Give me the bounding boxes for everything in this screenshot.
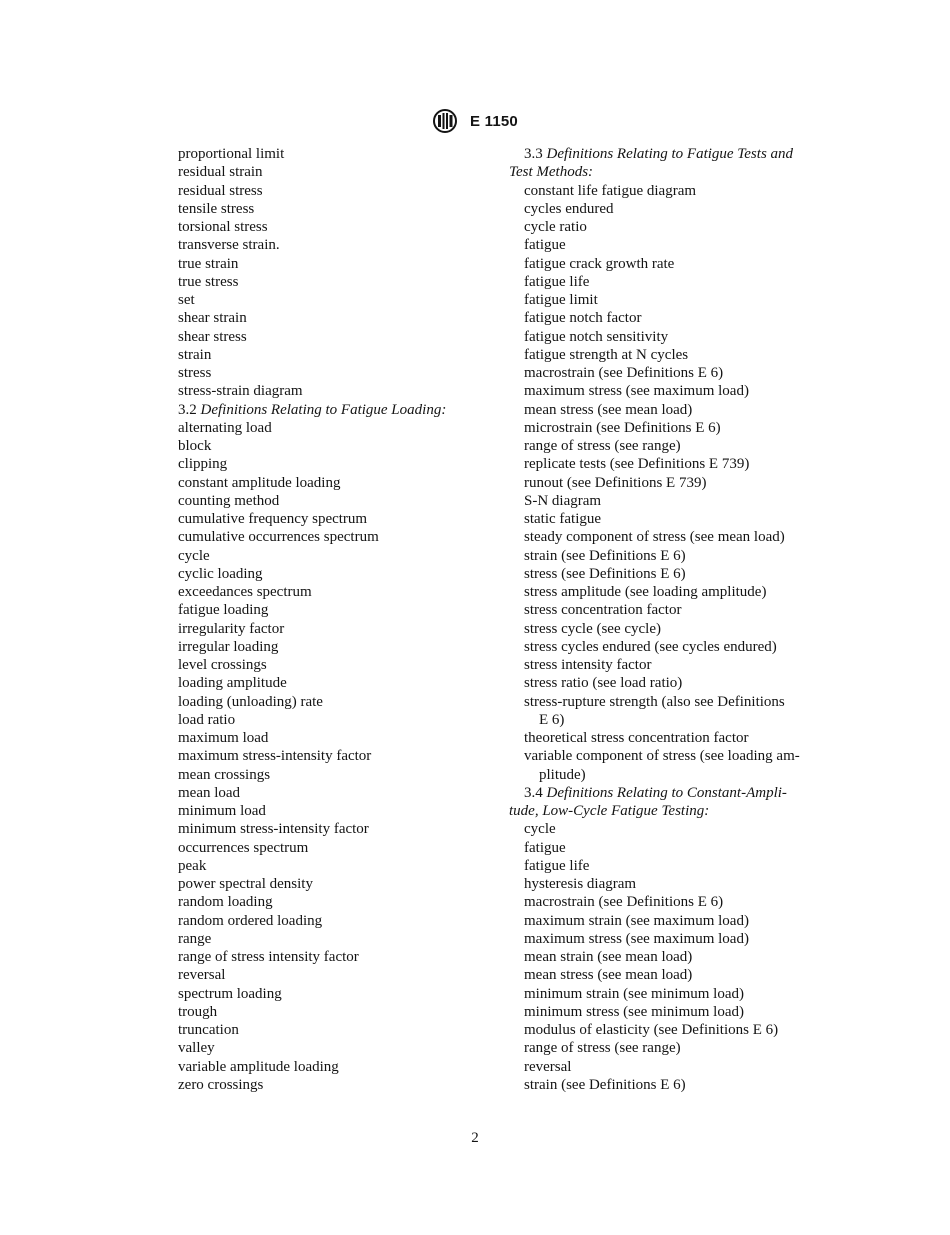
section-heading-3-4	[509, 784, 831, 802]
term: truncation	[178, 1022, 239, 1038]
term: stress cycle (see cycle)	[524, 620, 662, 637]
term: maximum load	[178, 730, 269, 746]
term: spectrum loading	[178, 985, 282, 1002]
term: level crossings	[178, 657, 267, 673]
astm-logo-icon	[432, 108, 458, 134]
term: mean crossings	[178, 766, 271, 783]
term: fatigue life	[524, 273, 590, 290]
term: mean strain (see mean load)	[524, 949, 693, 965]
term: fatigue loading	[178, 602, 269, 619]
term: stress cycles endured (see cycles endured)	[524, 638, 777, 655]
term: cyclic loading	[178, 565, 263, 582]
term: variable component of stress (see loading am-	[524, 748, 800, 765]
term: occurrences spectrum	[178, 839, 309, 856]
term: cycle ratio	[524, 219, 587, 235]
section-heading-3-3	[509, 145, 831, 163]
term: range of stress intensity factor	[178, 949, 359, 965]
term: transverse strain.	[178, 237, 280, 254]
term: random ordered loading	[178, 912, 323, 929]
term: fatigue crack growth rate	[524, 255, 675, 272]
term: zero crossings	[178, 1076, 264, 1093]
term: fatigue limit	[524, 292, 598, 308]
page-number: 2	[471, 1130, 479, 1146]
term: maximum strain (see maximum load)	[524, 912, 749, 929]
term: shear strain	[178, 310, 247, 327]
term: minimum stress (see minimum load)	[524, 1003, 744, 1020]
term: true strain	[178, 255, 239, 272]
term: range of stress (see range)	[524, 1040, 681, 1057]
term: fatigue notch factor	[524, 310, 642, 327]
term: microstrain (see Definitions E 6)	[524, 419, 721, 436]
term: macrostrain (see Definitions E 6)	[524, 894, 724, 911]
term: reversal	[178, 967, 226, 984]
term: stress concentration factor	[524, 602, 682, 619]
term: static fatigue	[524, 511, 602, 527]
term-continuation: plitude)	[539, 766, 586, 783]
term: replicate tests (see Definitions E 739)	[524, 456, 750, 473]
section-title-line1: Definitions Relating to Fatigue Tests and	[546, 146, 794, 162]
term: alternating load	[178, 419, 272, 436]
term: runout (see Definitions E 739)	[524, 474, 707, 491]
term: random loading	[178, 894, 273, 911]
term: maximum stress (see maximum load)	[524, 383, 749, 400]
left-column	[178, 145, 498, 1094]
term: stress ratio (see load ratio)	[524, 675, 683, 692]
term: residual stress	[178, 182, 263, 199]
term: theoretical stress concentration factor	[524, 730, 749, 746]
term: exceedances spectrum	[178, 584, 312, 600]
term: clipping	[178, 456, 228, 473]
term: stress-strain diagram	[178, 383, 303, 400]
term: cumulative occurrences spectrum	[178, 529, 379, 546]
term-continuation: E 6)	[539, 711, 565, 728]
term: fatigue	[524, 237, 566, 254]
term: constant amplitude loading	[178, 474, 341, 491]
term: modulus of elasticity (see Definitions E 6)	[524, 1022, 779, 1038]
term: cycles endured	[524, 200, 614, 217]
term: cycle	[524, 821, 556, 838]
term: tensile stress	[178, 200, 255, 217]
term: loading (unloading) rate	[178, 693, 323, 710]
term: strain (see Definitions E 6)	[524, 1076, 686, 1093]
term: true stress	[178, 273, 239, 290]
term: range	[178, 930, 212, 947]
term: residual strain	[178, 164, 263, 181]
term: peak	[178, 857, 207, 874]
term: stress intensity factor	[524, 657, 652, 673]
term: block	[178, 438, 212, 454]
term: valley	[178, 1040, 215, 1057]
section-title-line2: Test Methods:	[509, 164, 594, 181]
section-title: Definitions Relating to Fatigue Loading:	[200, 401, 447, 418]
term: stress	[178, 365, 212, 381]
term: minimum strain (see minimum load)	[524, 985, 744, 1002]
section-title-line1: Definitions Relating to Constant-Ampli-	[546, 784, 787, 801]
section-number: 3.2	[178, 401, 197, 418]
term: cumulative frequency spectrum	[178, 511, 368, 527]
section-heading-3-3-cont	[509, 163, 831, 181]
section-number: 3.3	[524, 146, 543, 162]
right-column	[509, 145, 831, 1094]
term: irregularity factor	[178, 620, 285, 637]
term: proportional limit	[178, 146, 285, 162]
term: stress-rupture strength (also see Definitions	[524, 693, 785, 710]
term: mean stress (see mean load)	[524, 967, 693, 984]
term: load ratio	[178, 711, 236, 728]
term: fatigue strength at N cycles	[524, 346, 689, 363]
term: range of stress (see range)	[524, 438, 681, 454]
term: stress amplitude (see loading amplitude)	[524, 584, 767, 600]
term: mean stress (see mean load)	[524, 401, 693, 418]
term: torsional stress	[178, 219, 268, 235]
term: hysteresis diagram	[524, 876, 637, 892]
term: fatigue notch sensitivity	[524, 328, 669, 345]
term: reversal	[524, 1058, 572, 1075]
term: maximum stress-intensity factor	[178, 748, 372, 765]
term: strain (see Definitions E 6)	[524, 547, 686, 564]
term: strain	[178, 346, 212, 363]
term: shear stress	[178, 328, 247, 345]
term: constant life fatigue diagram	[524, 182, 697, 199]
term: maximum stress (see maximum load)	[524, 930, 749, 947]
term: variable amplitude loading	[178, 1058, 339, 1075]
page-header	[0, 108, 950, 134]
term: minimum load	[178, 803, 266, 819]
term: fatigue	[524, 839, 566, 856]
term: steady component of stress (see mean load)	[524, 529, 785, 546]
term: cycle	[178, 547, 210, 564]
term: fatigue life	[524, 857, 590, 874]
term: set	[178, 292, 195, 308]
term: loading amplitude	[178, 675, 287, 692]
term: irregular loading	[178, 638, 279, 655]
term: stress (see Definitions E 6)	[524, 565, 686, 582]
term: trough	[178, 1003, 218, 1020]
term: counting method	[178, 492, 280, 509]
term: mean load	[178, 784, 241, 801]
term: macrostrain (see Definitions E 6)	[524, 365, 724, 381]
term: power spectral density	[178, 876, 313, 892]
term: S-N diagram	[524, 492, 602, 509]
term: minimum stress-intensity factor	[178, 821, 369, 838]
standard-number: E 1150	[470, 112, 518, 130]
section-heading-3-2	[178, 401, 498, 419]
section-number: 3.4	[524, 784, 543, 801]
section-title-line2: tude, Low-Cycle Fatigue Testing:	[509, 803, 710, 819]
section-heading-3-4-cont	[509, 802, 831, 820]
